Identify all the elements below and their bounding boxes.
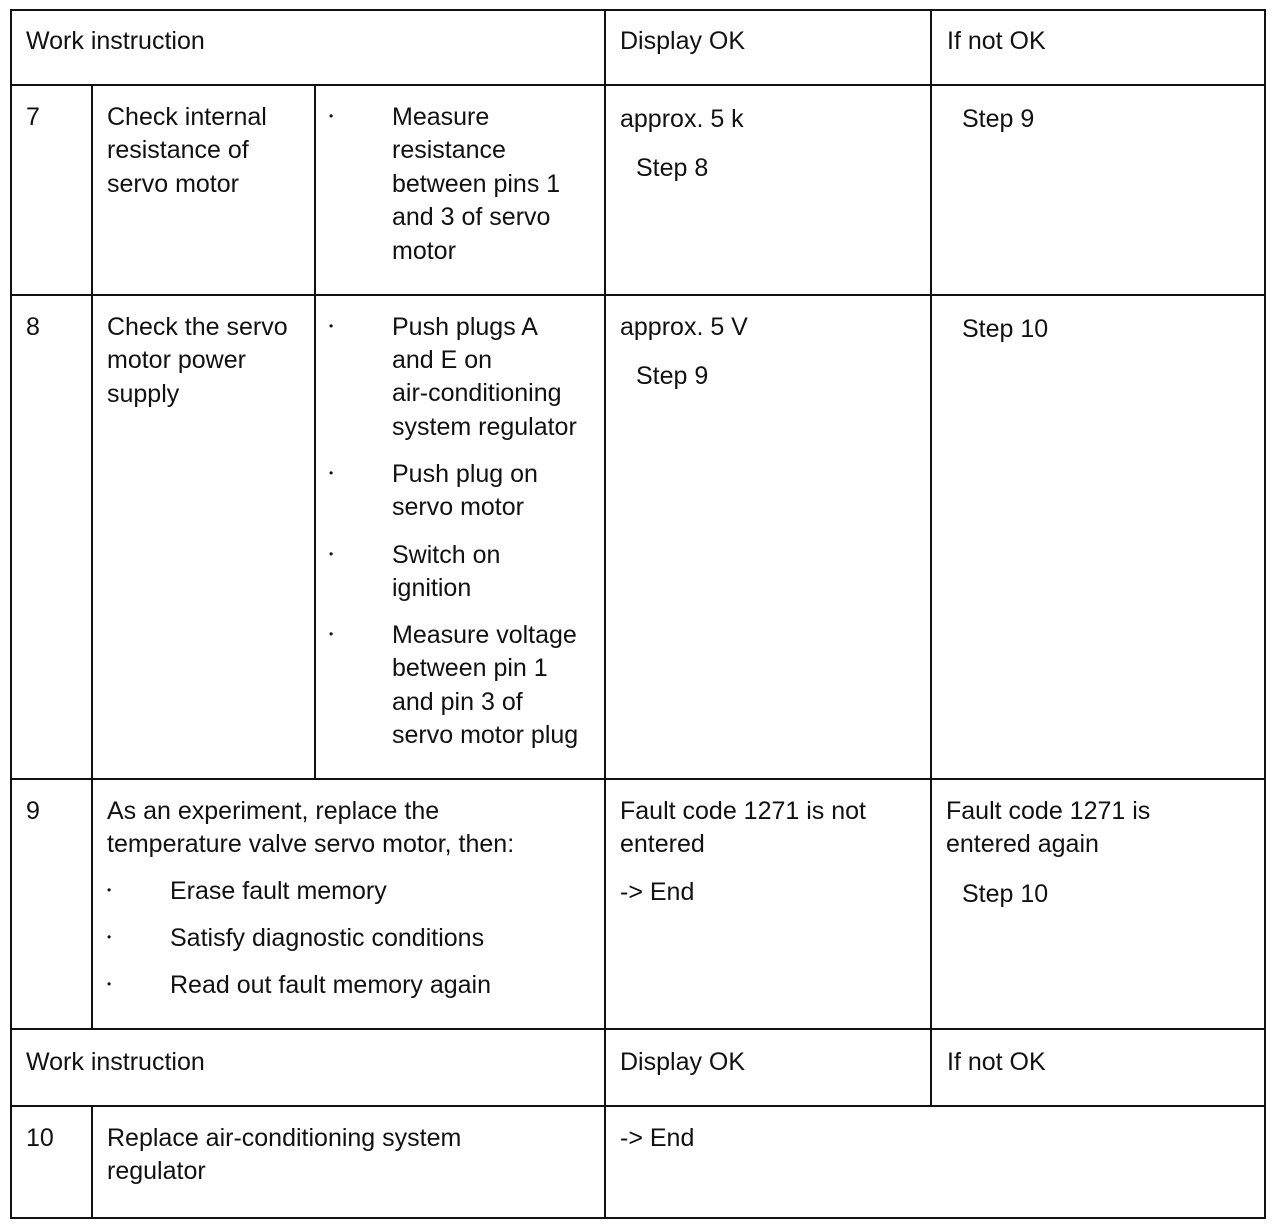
step-title-line: servo motor xyxy=(107,170,239,198)
display-ok-value: approx. 5 V xyxy=(620,313,748,341)
bullet-icon xyxy=(107,969,111,1005)
column-divider xyxy=(604,9,606,1030)
display-ok-value: approx. 5 k xyxy=(620,105,744,133)
instruction-line: Measure voltage xyxy=(392,621,577,649)
bullet-icon xyxy=(107,922,111,958)
header-divider xyxy=(10,84,1266,86)
step-title-line: motor power xyxy=(107,346,246,374)
step-title-line: resistance of xyxy=(107,136,249,164)
column-divider xyxy=(91,1105,93,1219)
step-title-line: supply xyxy=(107,380,180,408)
step-number: 7 xyxy=(26,103,40,131)
header-divider xyxy=(10,1105,1266,1107)
row-divider xyxy=(10,778,1266,780)
header-work-instruction: Work instruction xyxy=(26,1048,205,1076)
bullet-icon xyxy=(329,101,333,137)
header-if-not-ok: If not OK xyxy=(947,1048,1046,1076)
step-title-line: Check internal xyxy=(107,103,267,131)
instruction-line: between pin 1 xyxy=(392,654,548,682)
bullet-icon xyxy=(329,619,333,655)
display-ok-next: -> End xyxy=(620,878,695,906)
header-work-instruction: Work instruction xyxy=(26,27,205,55)
column-divider xyxy=(930,1028,932,1107)
column-divider xyxy=(91,84,93,1030)
bullet-icon xyxy=(329,539,333,575)
step-title-line: As an experiment, replace the xyxy=(107,797,440,825)
if-not-ok-next: Step 9 xyxy=(962,105,1035,133)
column-divider xyxy=(604,1028,606,1219)
display-ok-value: entered xyxy=(620,830,705,858)
instruction-line: ignition xyxy=(392,574,472,602)
display-ok-next: Step 9 xyxy=(636,362,709,390)
instruction-line: and E on xyxy=(392,346,493,374)
instruction-line: Push plug on xyxy=(392,460,538,488)
row-divider xyxy=(10,294,1266,296)
instruction-line: servo motor plug xyxy=(392,721,579,749)
if-not-ok-value: Fault code 1271 is xyxy=(946,797,1151,825)
header-display-ok: Display OK xyxy=(620,1048,746,1076)
instruction-line: and pin 3 of xyxy=(392,688,523,716)
step-number: 10 xyxy=(26,1124,54,1152)
instruction-line: servo motor xyxy=(392,493,524,521)
display-ok-next: Step 8 xyxy=(636,154,709,182)
instruction-line: Push plugs A xyxy=(392,313,538,341)
step-title-line: temperature valve servo motor, then: xyxy=(107,830,515,858)
instruction-line: system regulator xyxy=(392,413,577,441)
instruction-line: Measure xyxy=(392,103,490,131)
bullet-icon xyxy=(107,875,111,911)
instruction-line: resistance xyxy=(392,136,506,164)
display-ok-next: -> End xyxy=(620,1124,695,1152)
bullet-icon xyxy=(329,458,333,494)
column-divider xyxy=(314,84,316,780)
instruction-line: Read out fault memory again xyxy=(170,971,492,999)
column-divider xyxy=(930,9,932,1030)
if-not-ok-value: entered again xyxy=(946,830,1099,858)
header-if-not-ok: If not OK xyxy=(947,27,1046,55)
instruction-line: and 3 of servo xyxy=(392,203,551,231)
instruction-line: air-conditioning xyxy=(392,379,562,407)
instruction-line: Erase fault memory xyxy=(170,877,387,905)
bullet-icon xyxy=(329,311,333,347)
instruction-line: Switch on xyxy=(392,541,501,569)
header-display-ok: Display OK xyxy=(620,27,746,55)
step-number: 9 xyxy=(26,797,40,825)
if-not-ok-next: Step 10 xyxy=(962,880,1049,908)
instruction-line: motor xyxy=(392,237,456,265)
step-title-line: regulator xyxy=(107,1157,206,1185)
step-title-line: Replace air-conditioning system xyxy=(107,1124,462,1152)
instruction-line: Satisfy diagnostic conditions xyxy=(170,924,485,952)
instruction-line: between pins 1 xyxy=(392,170,561,198)
display-ok-value: Fault code 1271 is not xyxy=(620,797,866,825)
step-number: 8 xyxy=(26,313,40,341)
step-title-line: Check the servo xyxy=(107,313,288,341)
if-not-ok-next: Step 10 xyxy=(962,315,1049,343)
